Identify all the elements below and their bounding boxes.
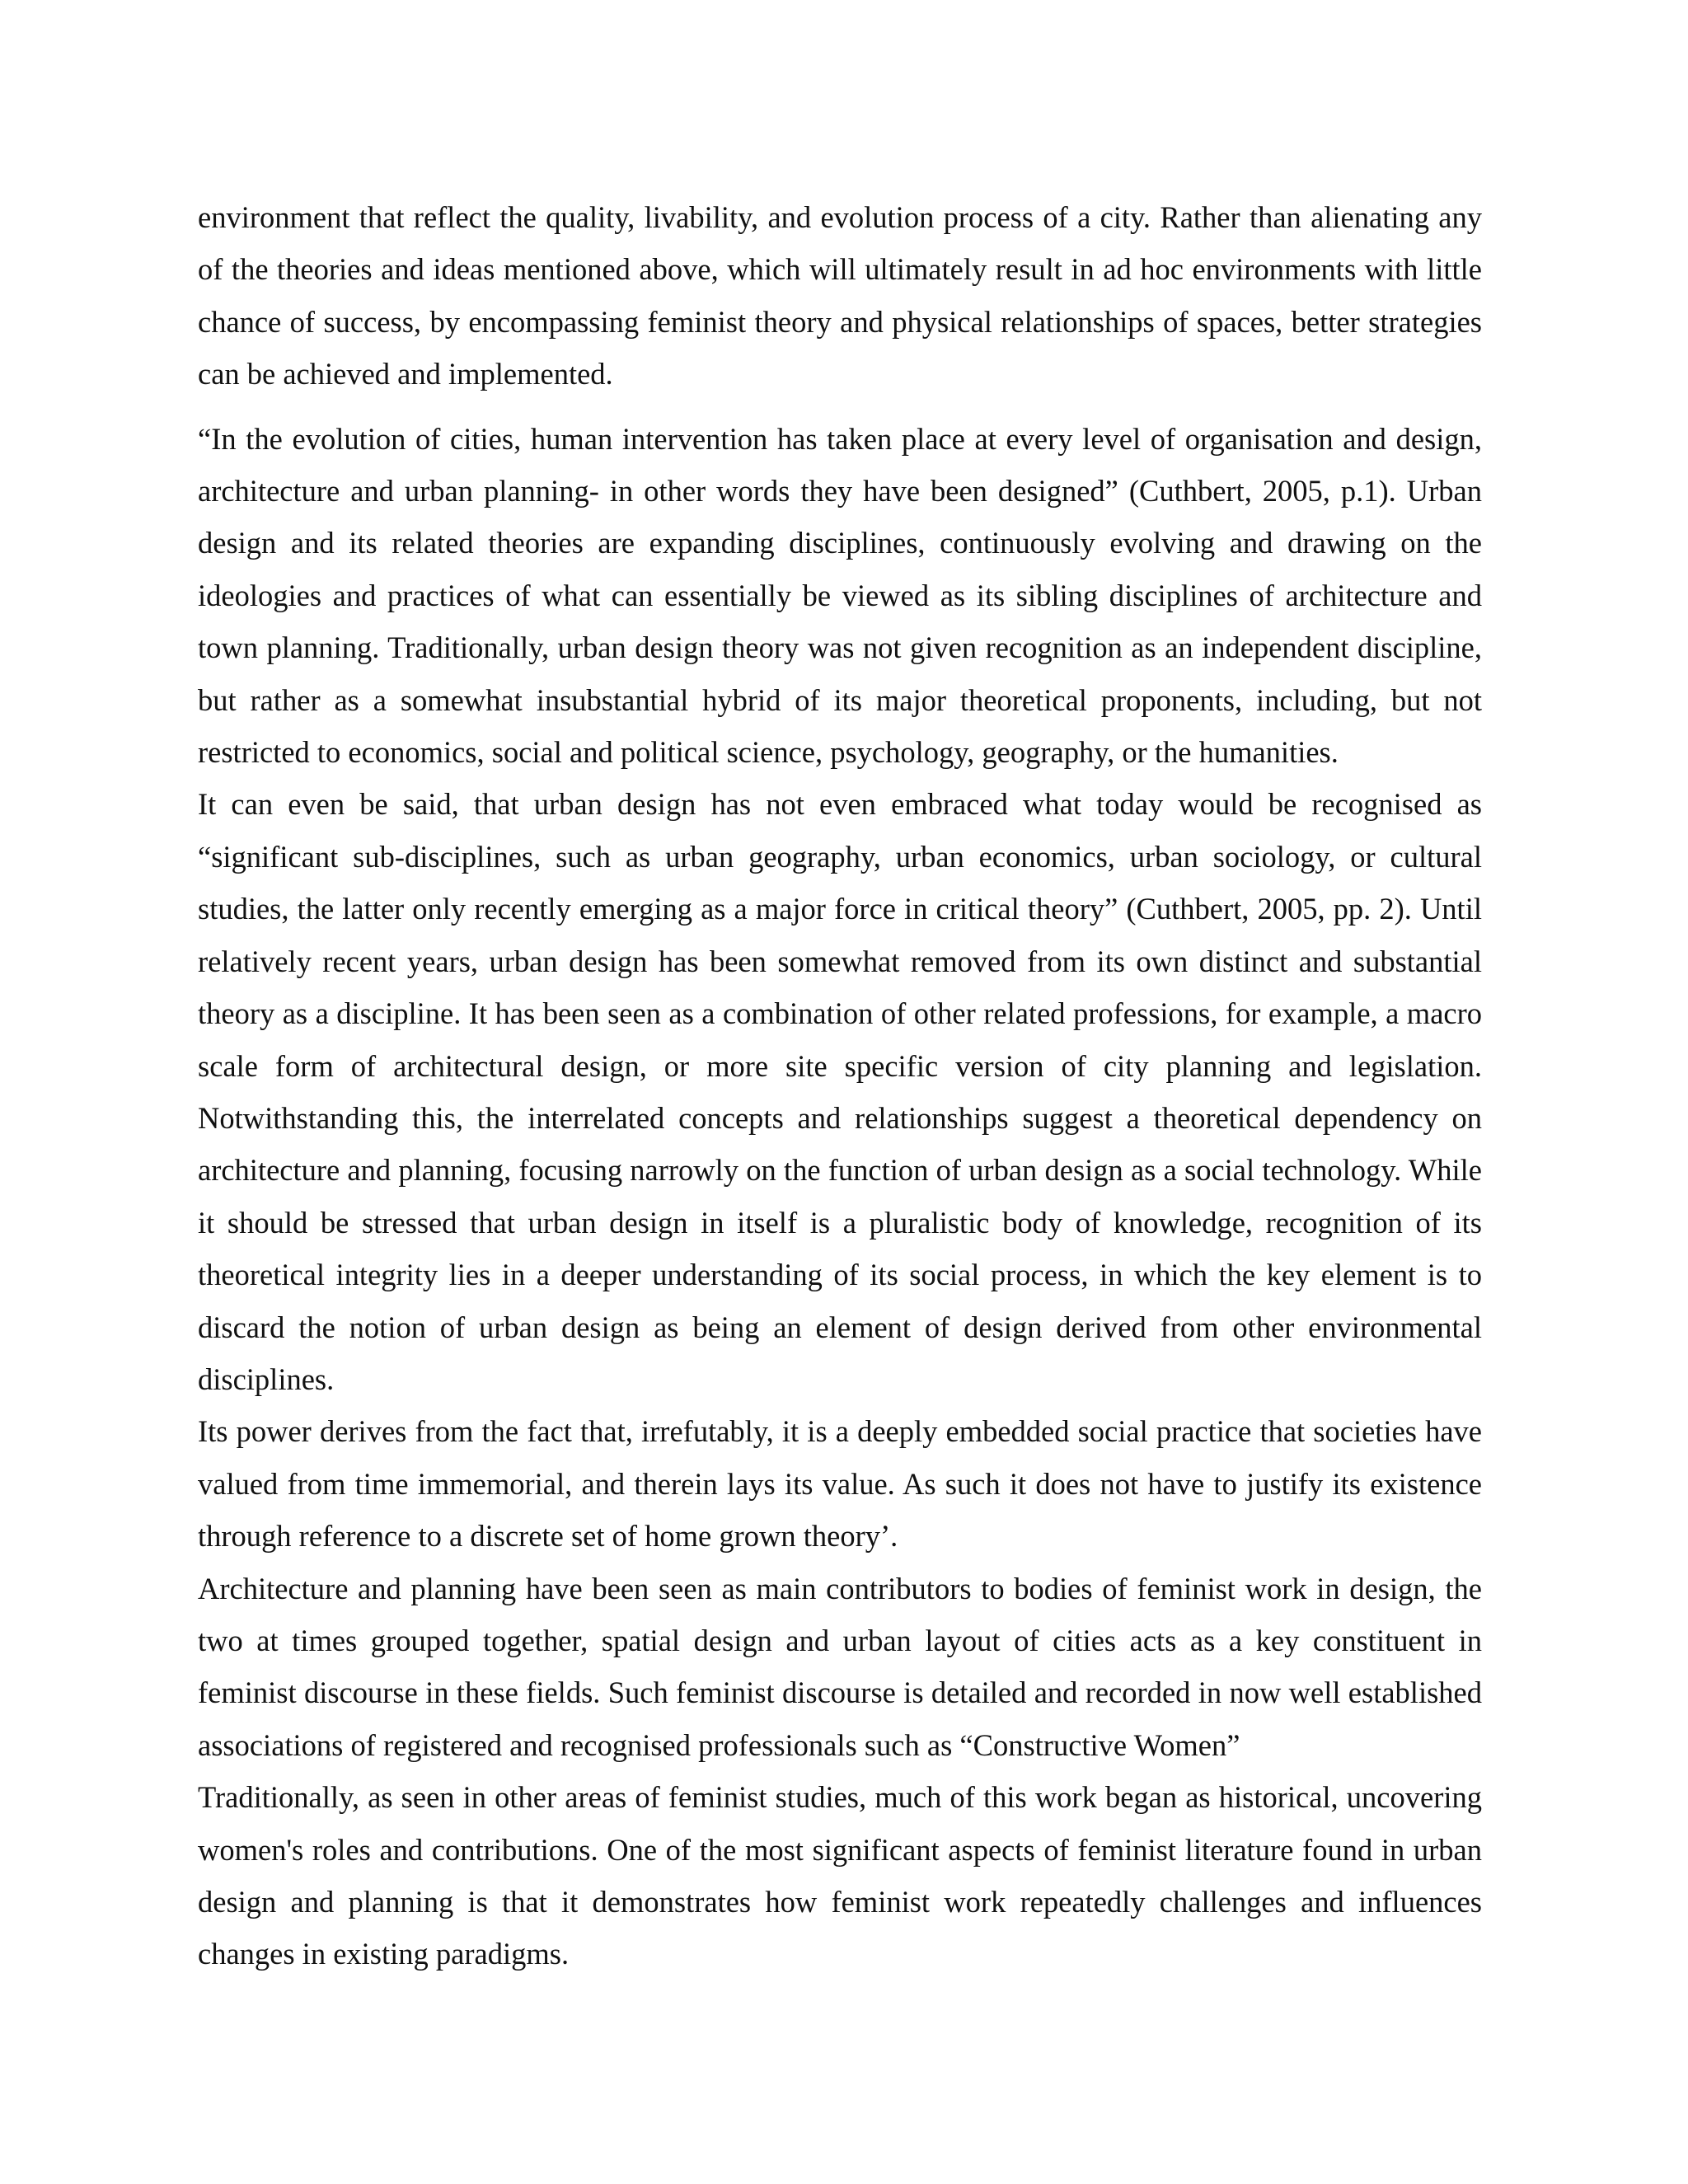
- paragraph-architecture-planning: Architecture and planning have been seen as main contributors to bodies of feminist work in design, the two at times grouped together, spatial design and urban layout of cities acts as a key constituent in feminist discourse in these fields. Such feminist discourse is detailed and recorded in now well established associations of registered and recognised professionals such as “Constructive Women”: [198, 1571, 1482, 1762]
- paragraph-environment: environment that reflect the quality, livability, and evolution process of a city. Rather than alienating any of the theories and ideas mentioned above, which will ultimately result in ad hoc environments with little chance of success, by encompassing feminist theory and physical relationships of spaces, better strategies can be achieved and implemented.: [198, 200, 1482, 391]
- paragraph-feminist-studies: Traditionally, as seen in other areas of feminist studies, much of this work began as historical, uncovering women's roles and contributions. One of the most significant aspects of feminist literature found in urban design and planning is that it demonstrates how feminist work repeatedly challenges and influences changes in existing paradigms.: [198, 1780, 1482, 1971]
- paragraph-social-practice: Its power derives from the fact that, irrefutably, it is a deeply embedded social practice that societies have valued from time immemorial, and therein lays its value. As such it does not have to justify its existence through reference to a discrete set of home grown theory’.: [198, 1414, 1482, 1554]
- paragraph-sub-disciplines: It can even be said, that urban design has not even embraced what today would be recognised as “significant sub-disciplines, such as urban geography, urban economics, urban sociology, or cultural studies, the latter only recently emerging as a major force in critical theory” (Cuthbert, 2005, pp. 2). Until relatively recent years, urban design has been somewhat removed from its own distinct and substantial theory as a discipline. It has been seen as a combination of other related professions, for example, a macro scale form of architectural design, or more site specific version of city planning and legislation. Notwithstanding this, the interrelated concepts and relationships suggest a theoretical dependency on architecture and planning, focusing narrowly on the function of urban design as a social technology. While it should be stressed that urban design in itself is a pluralistic body of knowledge, recognition of its theoretical integrity lies in a deeper understanding of its social process, in which the key element is to discard the notion of urban design as being an element of design derived from other environmental disciplines.: [198, 787, 1482, 1396]
- paragraph-evolution-of-cities: “In the evolution of cities, human intervention has taken place at every level of organisation and design, architecture and urban planning- in other words they have been designed” (Cuthbert, 2005, p.1). Urban design and its related theories are expanding disciplines, continuously evolving and drawing on the ideologies and practices of what can essentially be viewed as its sibling disciplines of architecture and town planning. Traditionally, urban design theory was not given recognition as an independent discipline, but rather as a somewhat insubstantial hybrid of its major theoretical proponents, including, but not restricted to economics, social and political science, psychology, geography, or the humanities.: [198, 421, 1482, 770]
- document-page: [198, 191, 1482, 1980]
